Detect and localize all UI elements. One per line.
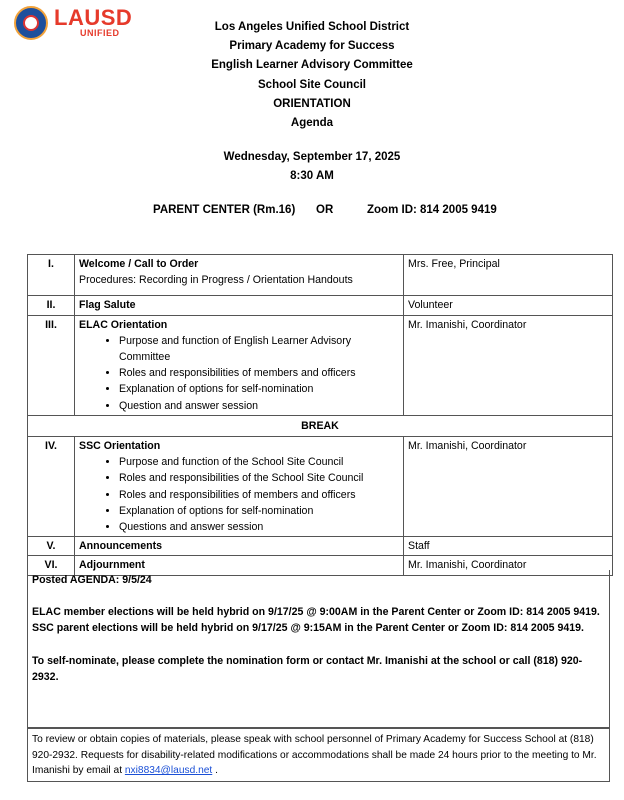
bullet-item: • Explanation of options for self-nomination xyxy=(119,381,399,397)
bullet-item: • Roles and responsibilities of members and officers xyxy=(119,365,399,381)
meeting-type: ORIENTATION xyxy=(273,97,351,110)
committee-name: English Learner Advisory Committee xyxy=(211,59,413,72)
item-presenter: Mrs. Free, Principal xyxy=(404,255,613,296)
meeting-time: 8:30 AM xyxy=(290,170,334,182)
item-topic xyxy=(75,315,404,415)
item-number: VI. xyxy=(28,556,75,575)
item-presenter: Mr. Imanishi, Coordinator xyxy=(404,556,613,575)
item-presenter: Mr. Imanishi, Coordinator xyxy=(404,315,613,415)
item-title: Flag Salute xyxy=(75,296,404,315)
contact-email-link[interactable]: nxi8834@lausd.net xyxy=(124,765,213,777)
agenda-row xyxy=(28,315,613,415)
location-or: OR xyxy=(316,204,334,216)
bullet-item: • Questions and answer session xyxy=(119,519,399,535)
document-header xyxy=(0,18,624,133)
item-number: V. xyxy=(28,537,75,556)
meeting-date: Wednesday, September 17, 2025 xyxy=(223,151,401,163)
item-presenter: Staff xyxy=(404,537,613,556)
agenda-row xyxy=(28,537,613,556)
agenda-row xyxy=(28,437,613,537)
item-title: ELAC Orientation xyxy=(79,318,168,331)
nomination-note: To self-nominate, please complete the nomination form or contact Mr. Imanishi at the school or call (818) 920-2932. xyxy=(32,654,583,683)
item-title: Welcome / Call to Order xyxy=(79,258,199,270)
footer-text: To review or obtain copies of materials, please speak with school personnel of Primary Academy for Success School at (818) 920-2932. Requests for disability-related modifications or accommodations shall be made 24 hours prior to the meeting to Mr. Imanishi by email at xyxy=(32,734,597,777)
bullet-item: • Question and answer session xyxy=(119,398,399,414)
election-notes xyxy=(27,570,610,728)
item-presenter: Volunteer xyxy=(404,296,613,315)
school-name: Primary Academy for Success xyxy=(229,40,395,53)
item-title: Announcements xyxy=(75,537,404,556)
bullet-item: • Purpose and function of English Learner Advisory Committee xyxy=(119,333,399,365)
logo-brand: LAUSD xyxy=(54,5,133,30)
agenda-row xyxy=(28,296,613,315)
page-title: Agenda xyxy=(290,117,334,130)
council-name: School Site Council xyxy=(258,78,366,91)
meeting-location: PARENT CENTER (Rm.16) xyxy=(153,204,296,216)
item-number: II. xyxy=(28,296,75,315)
item-number: III. xyxy=(28,315,75,415)
agenda-table xyxy=(27,254,613,576)
bullet-item: • Purpose and function of the School Site Council xyxy=(119,454,399,470)
meeting-datetime xyxy=(0,148,624,186)
item-topic xyxy=(75,255,404,296)
bullet-item: • Roles and responsibilities of members and officers xyxy=(119,487,399,503)
logo-sub: UNIFIED xyxy=(80,28,120,38)
item-bullets xyxy=(79,454,399,535)
item-bullets xyxy=(79,333,399,414)
bullet-item: • Explanation of options for self-nomination xyxy=(119,503,399,519)
item-detail: Procedures: Recording in Progress / Orientation Handouts xyxy=(79,274,353,287)
elac-election-note: ELAC member elections will be held hybrid on 9/17/25 @ 9:00AM in the Parent Center or Zoom ID: 814 2005 9419. xyxy=(32,606,600,619)
item-number: IV. xyxy=(28,437,75,537)
ssc-election-note: SSC parent elections will be held hybrid on 9/17/25 @ 9:15AM in the Parent Center or Zoom ID: 814 2005 9419. xyxy=(32,622,584,635)
district-name: Los Angeles Unified School District xyxy=(214,21,410,33)
item-presenter: Mr. Imanishi, Coordinator xyxy=(404,437,613,537)
item-topic xyxy=(75,437,404,537)
item-number: I. xyxy=(28,255,75,296)
break-label: BREAK xyxy=(28,415,613,436)
item-title: SSC Orientation xyxy=(79,440,161,453)
posted-date: Posted AGENDA: 9/5/24 xyxy=(32,574,152,586)
break-row xyxy=(28,415,613,436)
zoom-id: Zoom ID: 814 2005 9419 xyxy=(367,204,497,216)
bullet-item: • Roles and responsibilities of the School Site Council xyxy=(119,470,399,486)
item-title: Adjournment xyxy=(75,556,404,575)
agenda-row xyxy=(28,255,613,296)
footer-end: . xyxy=(212,765,218,777)
footer-note xyxy=(27,728,610,782)
